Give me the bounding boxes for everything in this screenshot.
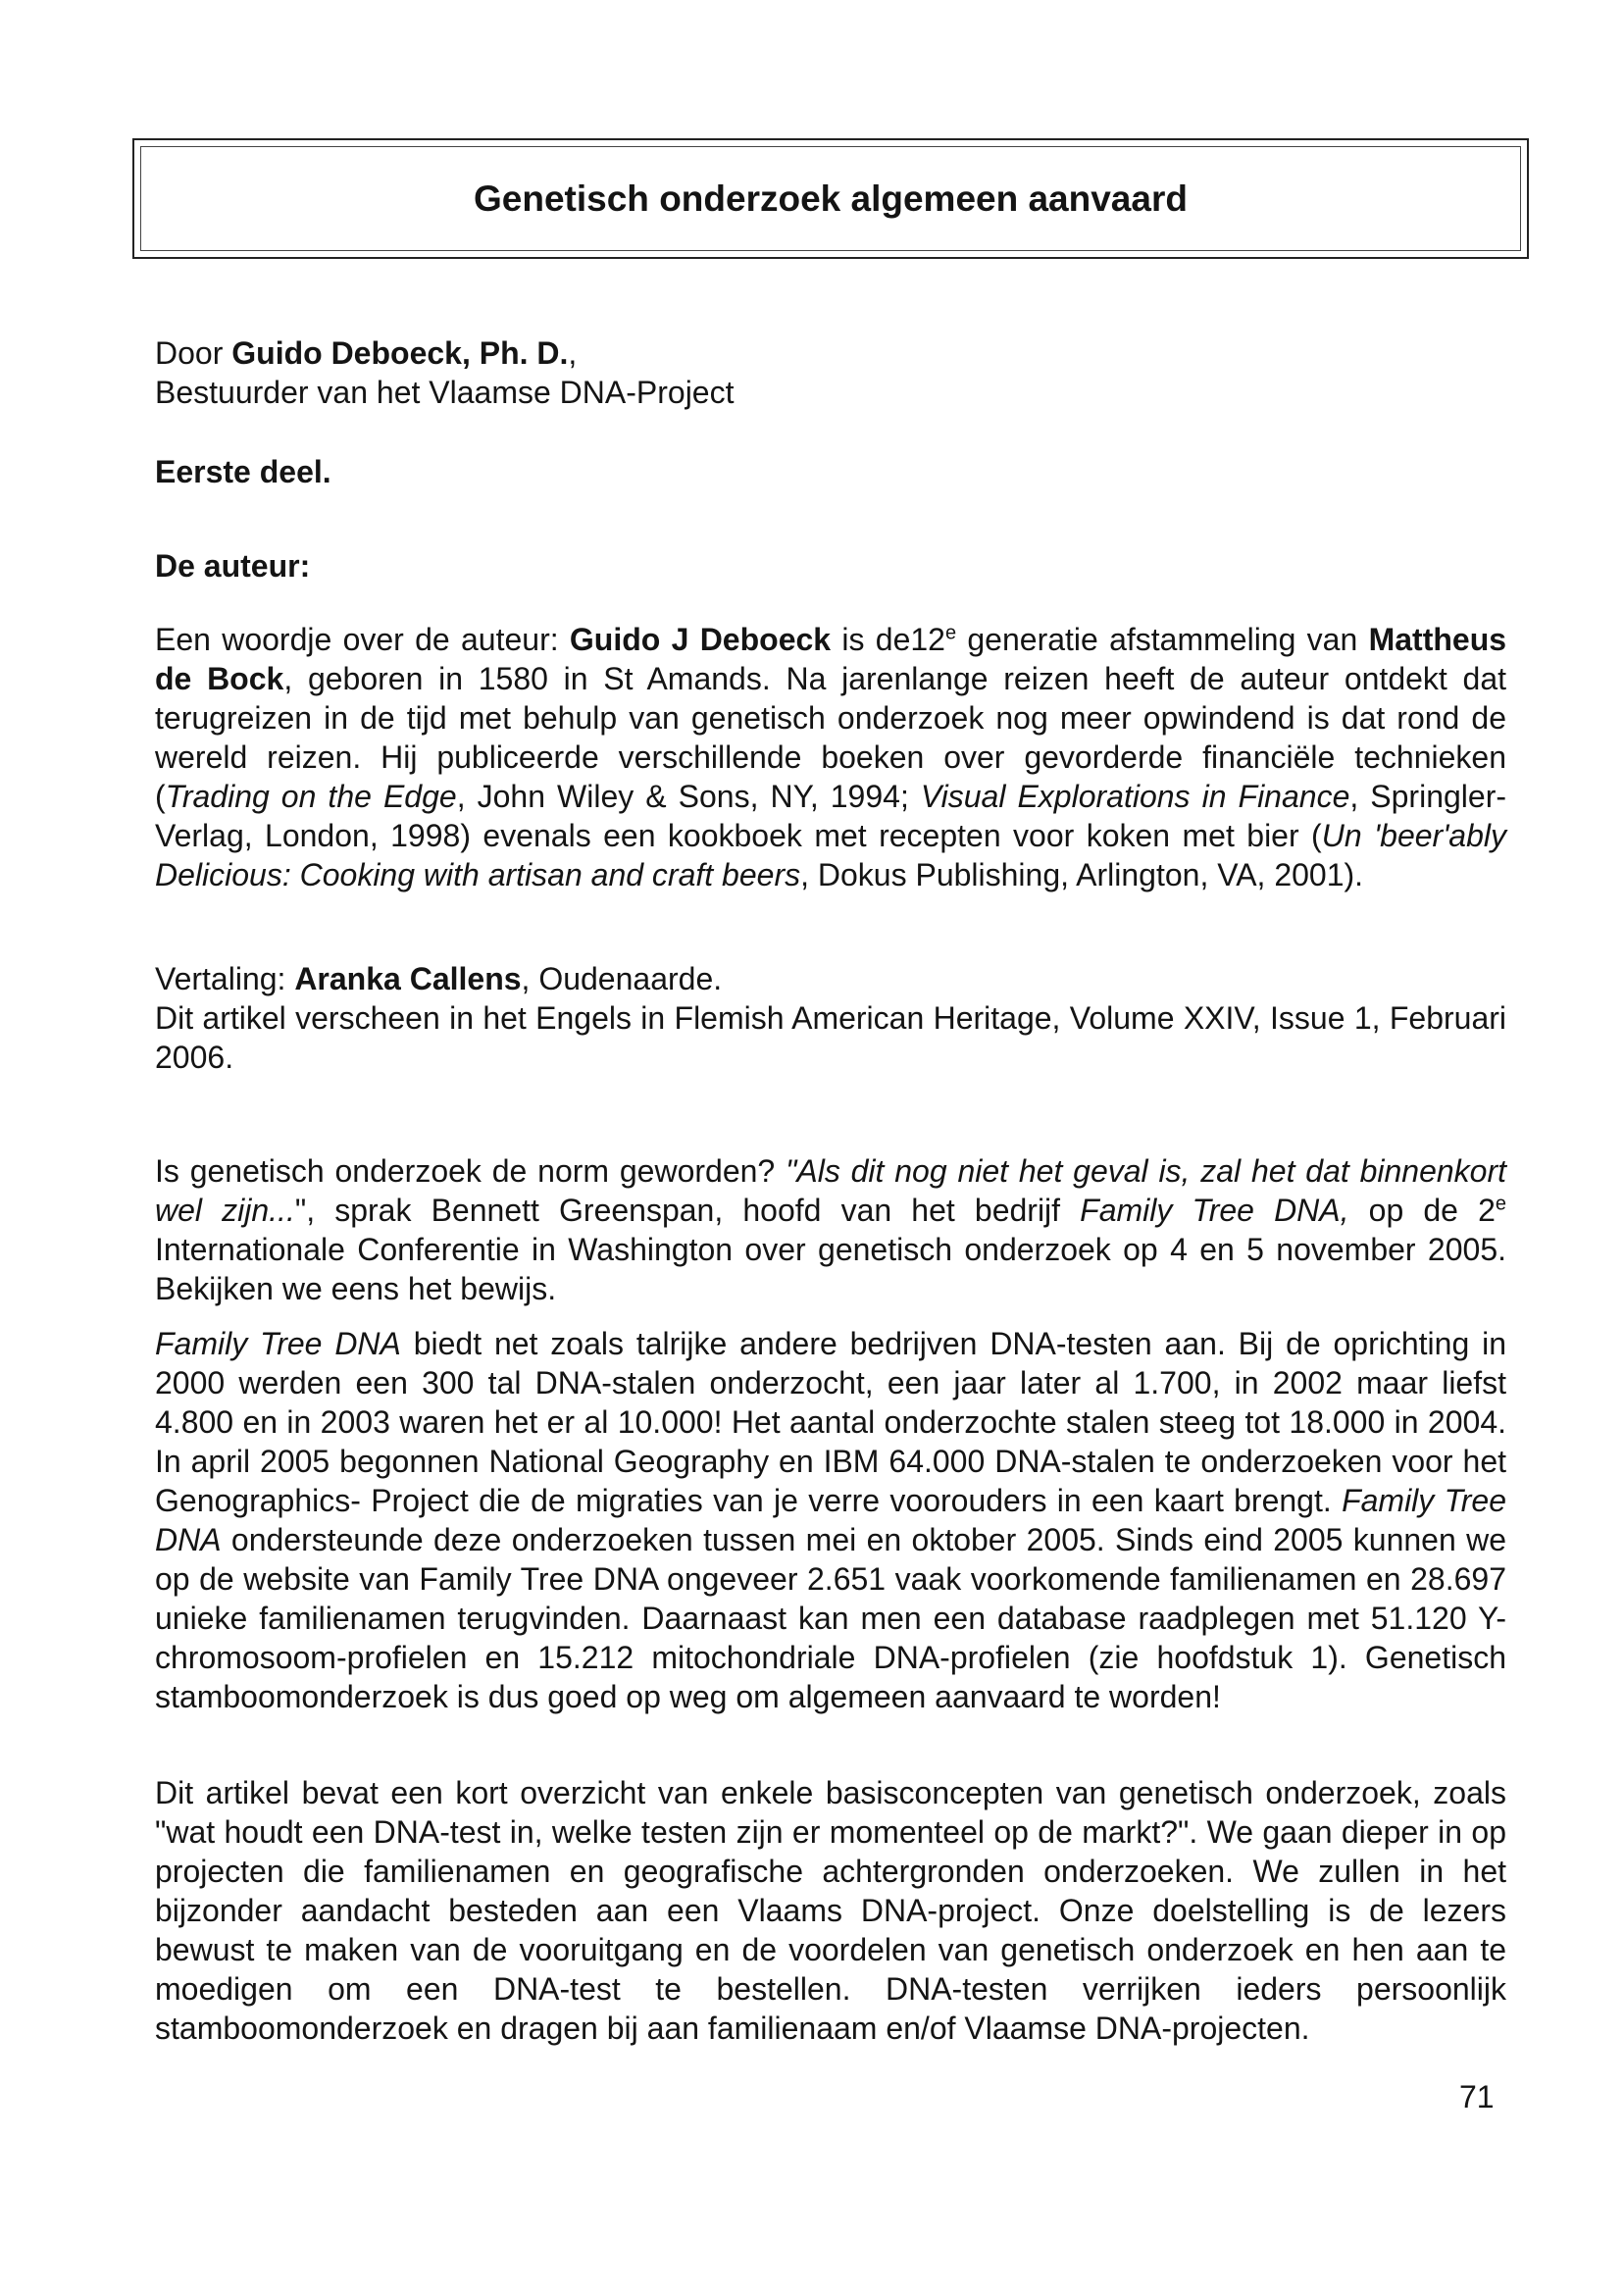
translator-name: Aranka Callens bbox=[294, 961, 522, 996]
p2-company: Family Tree DNA bbox=[155, 1483, 1507, 1557]
part-text: Eerste deel. bbox=[155, 454, 331, 489]
p1-text: op de 2 bbox=[1348, 1193, 1496, 1228]
p2-company: Family Tree DNA bbox=[155, 1326, 401, 1361]
author-heading-text: De auteur: bbox=[155, 548, 311, 584]
page-number: 71 bbox=[1459, 2079, 1495, 2114]
translation-credit bbox=[155, 959, 1506, 998]
byline-role: Bestuurder van het Vlaamse DNA-Project bbox=[155, 375, 735, 410]
p2-text: biedt net zoals talrijke andere bedrijven DNA-testen aan. Bij de oprichting in 2000 werden een 300 tal DNA-stalen onderzocht, een jaar later al 1.700, in 2002 maar liefst 4.800 en in 2003 waren het er al 10.000! Het aantal onderzochte stalen steeg tot 18.000 in 2004. In april 2005 begonnen National Geography en IBM 64.000 DNA-stalen te onderzoeken voor het Genographics- Project die de migraties van je verre voorouders in een kaart brengt. bbox=[155, 1326, 1507, 1518]
bio-author-name: Guido J Deboeck bbox=[569, 622, 832, 657]
bio-text: Een woordje over de auteur: bbox=[155, 622, 570, 657]
p2-text: ondersteunde deze onderzoeken tussen mei en oktober 2005. Sinds eind 2005 kunnen we op de website van Family Tree DNA ongeveer 2.651 vaak voorkomende familienamen en 28.697 unieke familienamen terugvinden. Daarnaast kan men een database raadplegen met 51.120 Y-chromosoom-profielen en 15.212 mitochondriale DNA-profielen (zie hoofdstuk 1). Genetisch stamboomonderzoek is dus goed op weg om algemeen aanvaard te worden! bbox=[155, 1522, 1506, 1714]
p1-company: Family Tree DNA, bbox=[1080, 1193, 1349, 1228]
bio-text: is de12 bbox=[831, 622, 945, 657]
translation-label: Vertaling: bbox=[155, 961, 295, 996]
bio-superscript: e bbox=[944, 622, 957, 644]
bio-text: , Dokus Publishing, Arlington, VA, 2001). bbox=[800, 857, 1364, 892]
p1-quote: "Als dit nog niet het geval is, zal het dat binnenkort wel zijn... bbox=[155, 1153, 1507, 1228]
bio-book-title: Visual Explorations in Finance bbox=[920, 779, 1350, 814]
page-title: Genetisch onderzoek algemeen aanvaard bbox=[474, 178, 1188, 219]
part-label bbox=[155, 452, 1506, 491]
body-paragraph-2 bbox=[155, 1324, 1506, 1716]
publication-note: Dit artikel verscheen in het Engels in Flemish American Heritage, Volume XXIV, Issue 1, Februari 2006. bbox=[155, 1000, 1506, 1075]
translation-place: , Oudenaarde. bbox=[521, 961, 723, 996]
p1-superscript: e bbox=[1495, 1193, 1506, 1215]
title-box bbox=[132, 138, 1529, 259]
author-bio-paragraph bbox=[155, 620, 1506, 894]
author-heading bbox=[155, 546, 1506, 585]
bio-text: generatie afstammeling van bbox=[956, 622, 1369, 657]
body-paragraph-1 bbox=[155, 1151, 1506, 1308]
p1-text: ", sprak Bennett Greenspan, hoofd van het bedrijf bbox=[294, 1193, 1081, 1228]
bio-ancestor-name: Mattheus de Bock bbox=[155, 622, 1507, 696]
bio-book-title: Trading on the Edge bbox=[165, 779, 457, 814]
bio-text: , Springler-Verlag, London, 1998) evenals een kookboek met recepten voor koken met bier ( bbox=[155, 779, 1507, 853]
byline-door: Door bbox=[155, 335, 232, 371]
bio-text: , John Wiley & Sons, NY, 1994; bbox=[456, 779, 921, 814]
byline-comma: , bbox=[568, 335, 578, 371]
body-paragraph-3: Dit artikel bevat een kort overzicht van enkele basisconcepten van genetisch onderzoek, zoals "wat houdt een DNA-test in, welke testen zijn er momenteel op de markt?". We gaan dieper in op projecten die familienamen en geografische achtergronden onderzoeken. We zullen in het bijzonder aandacht besteden aan een Vlaams DNA-project. Onze doelstelling is de lezers bewust te maken van de vooruitgang en de voordelen van genetisch onderzoek en hen aan te moedigen om een DNA-test te bestellen. DNA-testen verrijken ieders persoonlijk stamboomonderzoek en dragen bij aan familienaam en/of Vlaamse DNA-projecten. bbox=[155, 1775, 1506, 2046]
byline bbox=[155, 333, 1506, 412]
bio-book-title: Un 'beer'ably Delicious: Cooking with artisan and craft beers bbox=[155, 818, 1507, 892]
p1-text: Internationale Conferentie in Washington over genetisch onderzoek op 4 en 5 november 2005. Bekijken we eens het bewijs. bbox=[155, 1232, 1506, 1306]
bio-text: , geboren in 1580 in St Amands. Na jarenlange reizen heeft de auteur ontdekt dat terugreizen in de tijd met behulp van genetisch onderzoek nog meer opwindend is dat rond de wereld reizen. Hij publiceerde verschillende boeken over gevorderde financiële technieken ( bbox=[155, 661, 1507, 814]
byline-author: Guido Deboeck, Ph. D. bbox=[231, 335, 569, 371]
p1-text: Is genetisch onderzoek de norm geworden? bbox=[155, 1153, 787, 1189]
